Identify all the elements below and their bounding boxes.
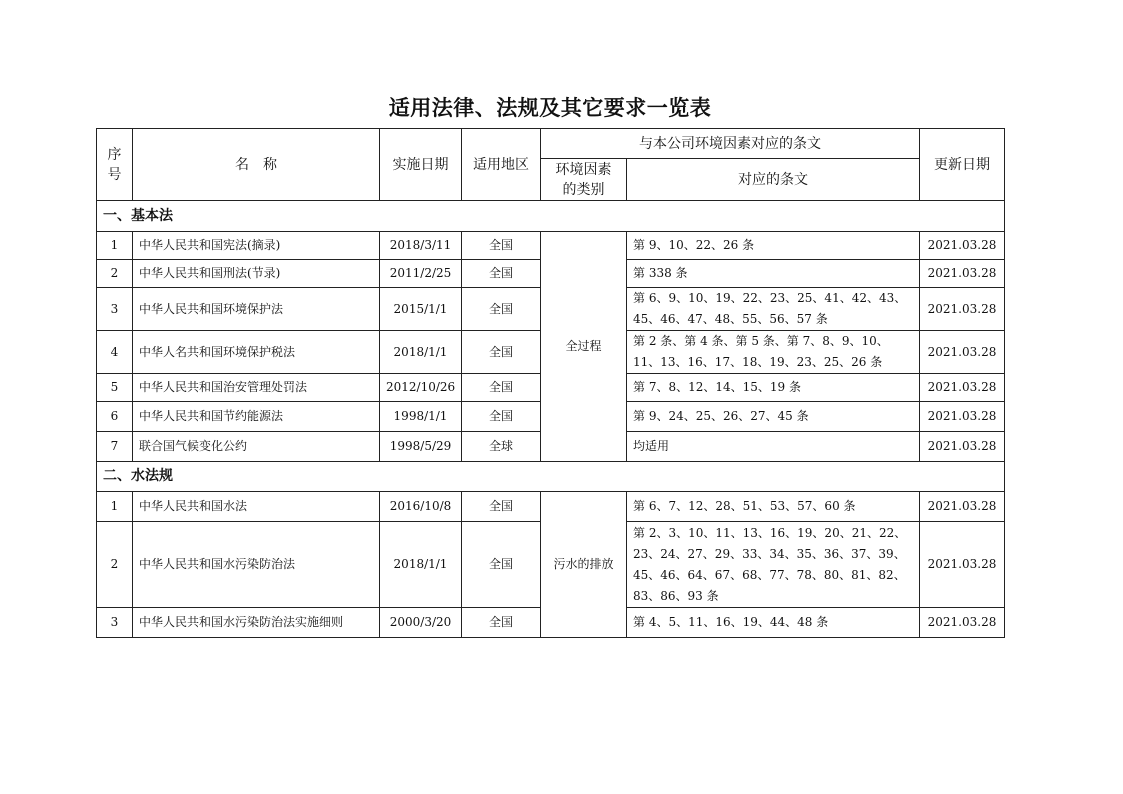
update-date: 2021.03.28 xyxy=(920,288,1005,331)
row-number: 4 xyxy=(97,331,133,374)
clause-line: 第 9、10、22、26 条 xyxy=(633,238,755,252)
row-number: 6 xyxy=(97,402,133,432)
update-date: 2021.03.28 xyxy=(920,331,1005,374)
effective-date: 2018/1/1 xyxy=(380,522,462,608)
row-number: 5 xyxy=(97,374,133,402)
effective-date: 2015/1/1 xyxy=(380,288,462,331)
section-header xyxy=(97,462,1005,492)
effective-date: 2011/2/25 xyxy=(380,260,462,288)
update-date: 2021.03.28 xyxy=(920,374,1005,402)
clauses-cell xyxy=(627,331,920,374)
region: 全球 xyxy=(462,432,541,462)
header-clauses-group: 与本公司环境因素对应的条文 xyxy=(541,129,920,159)
row-number: 3 xyxy=(97,608,133,638)
effective-date: 1998/1/1 xyxy=(380,402,462,432)
region: 全国 xyxy=(462,608,541,638)
law-name: 中华人民共和国水法 xyxy=(133,492,380,522)
clause-line: 83、86、93 条 xyxy=(633,588,719,603)
section-title: 一、基本法 xyxy=(97,201,1005,232)
regulations-table xyxy=(96,128,1005,638)
clause-line: 11、13、16、17、18、19、23、25、26 条 xyxy=(633,355,883,369)
law-name: 中华人名共和国环境保护税法 xyxy=(133,331,380,374)
header-seq: 序 号 xyxy=(97,129,133,201)
header-name: 名 称 xyxy=(133,129,380,201)
update-date: 2021.03.28 xyxy=(920,608,1005,638)
effective-date: 1998/5/29 xyxy=(380,432,462,462)
table-row xyxy=(97,492,1005,522)
page-title: 适用法律、法规及其它要求一览表 xyxy=(388,96,712,120)
clauses-cell xyxy=(627,288,920,331)
effective-date: 2018/1/1 xyxy=(380,331,462,374)
clause-line: 第 6、7、12、28、51、53、57、60 条 xyxy=(633,499,856,513)
region: 全国 xyxy=(462,232,541,260)
row-number: 2 xyxy=(97,522,133,608)
clause-line: 第 2、3、10、11、13、16、19、20、21、22、 xyxy=(633,525,907,540)
region: 全国 xyxy=(462,492,541,522)
clause-line: 45、46、64、67、68、77、78、80、81、82、 xyxy=(633,567,906,582)
clause-line: 第 2 条、第 4 条、第 5 条、第 7、8、9、10、 xyxy=(633,334,889,348)
clauses-cell xyxy=(627,432,920,462)
clauses-cell xyxy=(627,402,920,432)
law-name: 中华人民共和国节约能源法 xyxy=(133,402,380,432)
region: 全国 xyxy=(462,402,541,432)
clause-line: 45、46、47、48、55、56、57 条 xyxy=(633,312,828,326)
header-row-1 xyxy=(97,129,1005,159)
update-date: 2021.03.28 xyxy=(920,232,1005,260)
region: 全国 xyxy=(462,374,541,402)
effective-date: 2000/3/20 xyxy=(380,608,462,638)
law-name: 中华人民共和国水污染防治法实施细则 xyxy=(133,608,380,638)
law-name: 联合国气候变化公约 xyxy=(133,432,380,462)
row-number: 7 xyxy=(97,432,133,462)
row-number: 1 xyxy=(97,232,133,260)
header-update-date: 更新日期 xyxy=(920,129,1005,201)
law-name: 中华人民共和国宪法(摘录) xyxy=(133,232,380,260)
clauses-cell xyxy=(627,374,920,402)
header-effective-date: 实施日期 xyxy=(380,129,462,201)
table-row xyxy=(97,232,1005,260)
row-number: 3 xyxy=(97,288,133,331)
clauses-cell xyxy=(627,522,920,608)
clauses-cell xyxy=(627,232,920,260)
row-number: 1 xyxy=(97,492,133,522)
update-date: 2021.03.28 xyxy=(920,260,1005,288)
clause-line: 第 9、24、25、26、27、45 条 xyxy=(633,409,809,423)
header-region: 适用地区 xyxy=(462,129,541,201)
clause-line: 第 4、5、11、16、19、44、48 条 xyxy=(633,615,829,629)
update-date: 2021.03.28 xyxy=(920,432,1005,462)
region: 全国 xyxy=(462,522,541,608)
update-date: 2021.03.28 xyxy=(920,492,1005,522)
region: 全国 xyxy=(462,331,541,374)
clauses-cell xyxy=(627,260,920,288)
effective-date: 2012/10/26 xyxy=(380,374,462,402)
law-name: 中华人民共和国水污染防治法 xyxy=(133,522,380,608)
clause-line: 第 6、9、10、19、22、23、25、41、42、43、 xyxy=(633,291,907,305)
header-factor-category: 环境因素 的类别 xyxy=(541,159,627,201)
clause-line: 第 7、8、12、14、15、19 条 xyxy=(633,380,801,394)
clause-line: 23、24、27、29、33、34、35、36、37、39、 xyxy=(633,546,906,561)
table-body xyxy=(97,201,1005,638)
region: 全国 xyxy=(462,260,541,288)
effective-date: 2016/10/8 xyxy=(380,492,462,522)
clauses-cell xyxy=(627,608,920,638)
law-name: 中华人民共和国环境保护法 xyxy=(133,288,380,331)
law-name: 中华人民共和国治安管理处罚法 xyxy=(133,374,380,402)
section-title: 二、水法规 xyxy=(97,462,1005,492)
header-clauses: 对应的条文 xyxy=(627,159,920,201)
row-number: 2 xyxy=(97,260,133,288)
factor-category: 全过程 xyxy=(541,232,627,462)
clause-line: 第 338 条 xyxy=(633,266,688,280)
region: 全国 xyxy=(462,288,541,331)
clauses-cell xyxy=(627,492,920,522)
section-header xyxy=(97,201,1005,232)
law-name: 中华人民共和国刑法(节录) xyxy=(133,260,380,288)
factor-category: 污水的排放 xyxy=(541,492,627,638)
effective-date: 2018/3/11 xyxy=(380,232,462,260)
update-date: 2021.03.28 xyxy=(920,522,1005,608)
update-date: 2021.03.28 xyxy=(920,402,1005,432)
clause-line: 均适用 xyxy=(633,439,670,453)
